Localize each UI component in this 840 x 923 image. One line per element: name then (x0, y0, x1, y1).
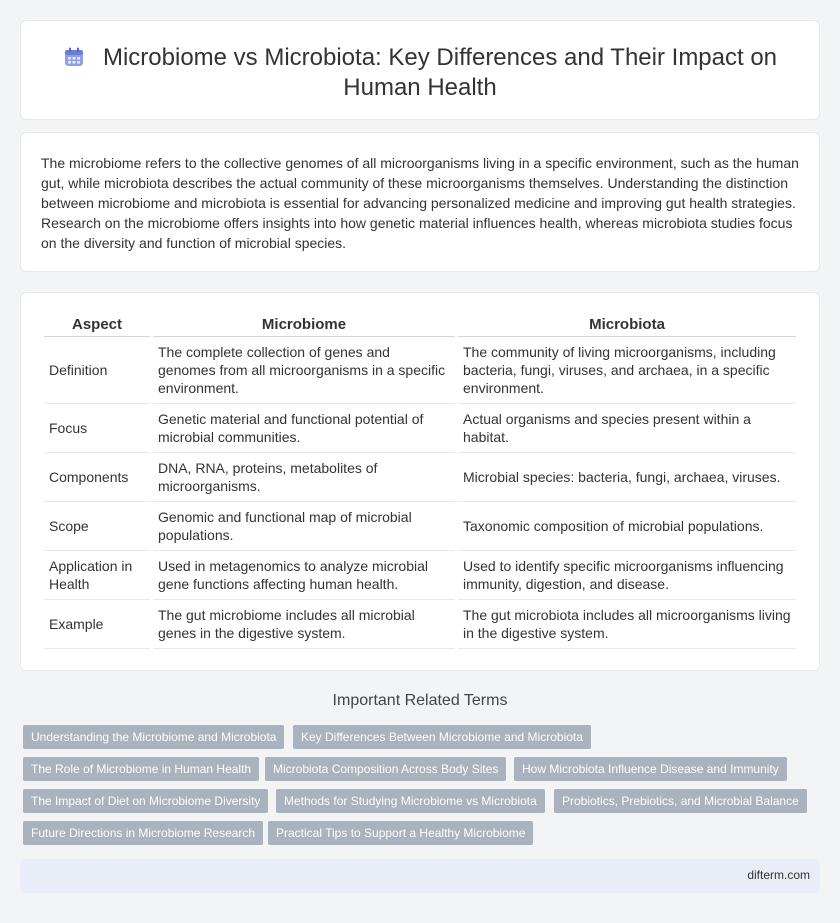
header-microbiome: Microbiome (153, 313, 455, 337)
comparison-table-card (20, 292, 820, 671)
aspect-cell: Focus (44, 404, 150, 453)
calendar-icon (63, 46, 85, 68)
microbiome-cell: Genetic material and functional potential of microbial communities. (153, 404, 455, 453)
table-row (44, 551, 796, 600)
aspect-cell: Application in Health (44, 551, 150, 600)
aspect-cell: Example (44, 600, 150, 649)
microbiome-cell: DNA, RNA, proteins, metabolites of microorganisms. (153, 453, 455, 502)
page-title-text: Microbiome vs Microbiota: Key Differences and Their Impact on Human Health (102, 44, 778, 101)
aspect-cell: Components (44, 453, 150, 502)
table-row (44, 600, 796, 649)
header-microbiota: Microbiota (458, 313, 796, 337)
microbiota-cell: The gut microbiota includes all microorganisms living in the digestive system. (458, 600, 796, 649)
microbiota-cell: The community of living microorganisms, including bacteria, fungi, viruses, and archaea, in a specific environment. (458, 337, 796, 404)
related-term-tag[interactable]: Future Directions in Microbiome Research (23, 821, 263, 845)
footer-site-link[interactable]: difterm.com (747, 868, 810, 882)
microbiota-cell: Taxonomic composition of microbial populations. (458, 502, 796, 551)
microbiome-cell: The complete collection of genes and genomes from all microorganisms in a specific environment. (153, 337, 455, 404)
intro-paragraph: The microbiome refers to the collective genomes of all microorganisms living in a specific environment, such as the human gut, while microbiota describes the actual community of these microorganisms themselves. Understanding the distinction between microbiome and microbiota is essential for advancing personalized medicine and improving gut health strategies. Research on the microbiome offers insights into how genetic material influences health, whereas microbiota studies focus on the diversity and function of microbial species. (41, 155, 799, 251)
intro-card (20, 132, 820, 272)
microbiome-cell: The gut microbiome includes all microbial genes in the digestive system. (153, 600, 455, 649)
microbiota-cell: Used to identify specific microorganisms influencing immunity, digestion, and disease. (458, 551, 796, 600)
comparison-table (41, 313, 799, 649)
related-term-tag[interactable]: Probiotics, Prebiotics, and Microbial Balance (554, 789, 807, 813)
related-term-tag[interactable]: Key Differences Between Microbiome and Microbiota (293, 725, 591, 749)
table-header-row (44, 313, 796, 337)
related-term-tag[interactable]: How Microbiota Influence Disease and Immunity (514, 757, 787, 781)
related-terms-heading: Important Related Terms (332, 692, 508, 709)
microbiome-cell: Used in metagenomics to analyze microbial gene functions affecting human health. (153, 551, 455, 600)
title-card (20, 20, 820, 120)
microbiome-cell: Genomic and functional map of microbial populations. (153, 502, 455, 551)
aspect-cell: Definition (44, 337, 150, 404)
table-row (44, 453, 796, 502)
footer (20, 859, 820, 893)
table-row (44, 502, 796, 551)
related-term-tag[interactable]: Methods for Studying Microbiome vs Microbiota (276, 789, 545, 813)
related-term-tag[interactable]: The Impact of Diet on Microbiome Diversity (23, 789, 268, 813)
header-aspect: Aspect (44, 313, 150, 337)
page-title (21, 43, 819, 103)
related-term-tag[interactable]: The Role of Microbiome in Human Health (23, 757, 259, 781)
table-row (44, 404, 796, 453)
aspect-cell: Scope (44, 502, 150, 551)
related-term-tag[interactable]: Microbiota Composition Across Body Sites (265, 757, 506, 781)
related-term-tag[interactable]: Practical Tips to Support a Healthy Microbiome (268, 821, 533, 845)
microbiota-cell: Actual organisms and species present within a habitat. (458, 404, 796, 453)
table-row (44, 337, 796, 404)
microbiota-cell: Microbial species: bacteria, fungi, archaea, viruses. (458, 453, 796, 502)
related-term-tag[interactable]: Understanding the Microbiome and Microbiota (23, 725, 284, 749)
